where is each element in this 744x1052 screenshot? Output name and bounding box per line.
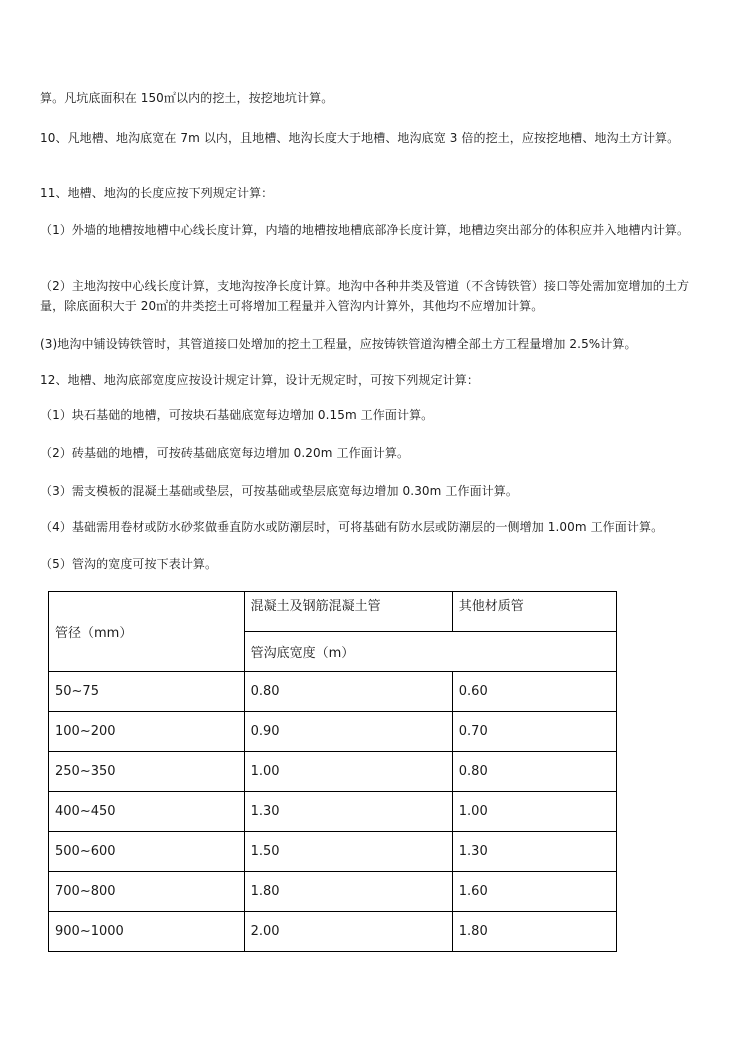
header-concrete-pipe: 混凝土及钢筋混凝土管 [244,592,452,632]
cell-other-width: 1.30 [452,832,616,872]
cell-diameter: 100~200 [49,712,245,752]
cell-diameter: 250~350 [49,752,245,792]
paragraph-rule-11-3: (3)地沟中铺设铸铁管时，其管道接口处增加的挖土工程量，应按铸铁管道沟槽全部土方工程量增加 2.5%计算。 [40,337,637,351]
header-other-pipe: 其他材质管 [452,592,616,632]
paragraph-rule-12-5: （5）管沟的宽度可按下表计算。 [40,557,218,571]
cell-diameter: 50~75 [49,672,245,712]
cell-concrete-width: 0.80 [244,672,452,712]
table-row [49,712,617,752]
table-row [49,792,617,832]
table-row [49,872,617,912]
cell-other-width: 0.70 [452,712,616,752]
cell-concrete-width: 1.50 [244,832,452,872]
table-row [49,912,617,952]
paragraph-rule-11-1: （1）外墙的地槽按地槽中心线长度计算，内墙的地槽按地槽底部净长度计算，地槽边突出部分的体积应并入地槽内计算。 [40,223,690,237]
cell-concrete-width: 1.30 [244,792,452,832]
table-header-row [49,592,617,632]
paragraph-rule-10: 10、凡地槽、地沟底宽在 7m 以内，且地槽、地沟长度大于地槽、地沟底宽 3 倍的挖土，应按挖地槽、地沟土方计算。 [40,131,680,145]
cell-diameter: 400~450 [49,792,245,832]
subheader-trench-bottom-width: 管沟底宽度（m） [244,632,616,672]
header-diameter: 管径（mm） [49,592,245,672]
paragraph-pit-area: 算。凡坑底面积在 150㎡以内的挖土，按挖地坑计算。 [40,91,334,105]
cell-diameter: 700~800 [49,872,245,912]
cell-other-width: 0.60 [452,672,616,712]
cell-concrete-width: 2.00 [244,912,452,952]
paragraph-rule-12-4: （4）基础需用卷材或防水砂浆做垂直防水或防潮层时，可将基础有防水层或防潮层的一侧增加 1.00m 工作面计算。 [40,520,664,534]
cell-other-width: 0.80 [452,752,616,792]
table-row [49,672,617,712]
cell-other-width: 1.60 [452,872,616,912]
cell-diameter: 900~1000 [49,912,245,952]
cell-other-width: 1.00 [452,792,616,832]
cell-concrete-width: 1.00 [244,752,452,792]
trench-width-table [48,591,617,952]
paragraph-rule-12: 12、地槽、地沟底部宽度应按设计规定计算，设计无规定时，可按下列规定计算： [40,373,479,387]
paragraph-rule-11-2: （2）主地沟按中心线长度计算，支地沟按净长度计算。地沟中各种井类及管道（不含铸铁管）接口等处需加宽增加的土方量，除底面积大于 20㎡的井类挖土可将增加工程量并入管沟内计算外，其他均不应增加计算。 [40,279,690,313]
paragraph-rule-11: 11、地槽、地沟的长度应按下列规定计算： [40,186,274,200]
paragraph-rule-12-3: （3）需支模板的混凝土基础或垫层，可按基础或垫层底宽每边增加 0.30m 工作面计算。 [40,484,518,498]
table-row [49,832,617,872]
table-row [49,752,617,792]
paragraph-rule-12-1: （1）块石基础的地槽，可按块石基础底宽每边增加 0.15m 工作面计算。 [40,408,434,422]
paragraph-rule-12-2: （2）砖基础的地槽，可按砖基础底宽每边增加 0.20m 工作面计算。 [40,446,410,460]
cell-concrete-width: 0.90 [244,712,452,752]
cell-other-width: 1.80 [452,912,616,952]
cell-diameter: 500~600 [49,832,245,872]
cell-concrete-width: 1.80 [244,872,452,912]
